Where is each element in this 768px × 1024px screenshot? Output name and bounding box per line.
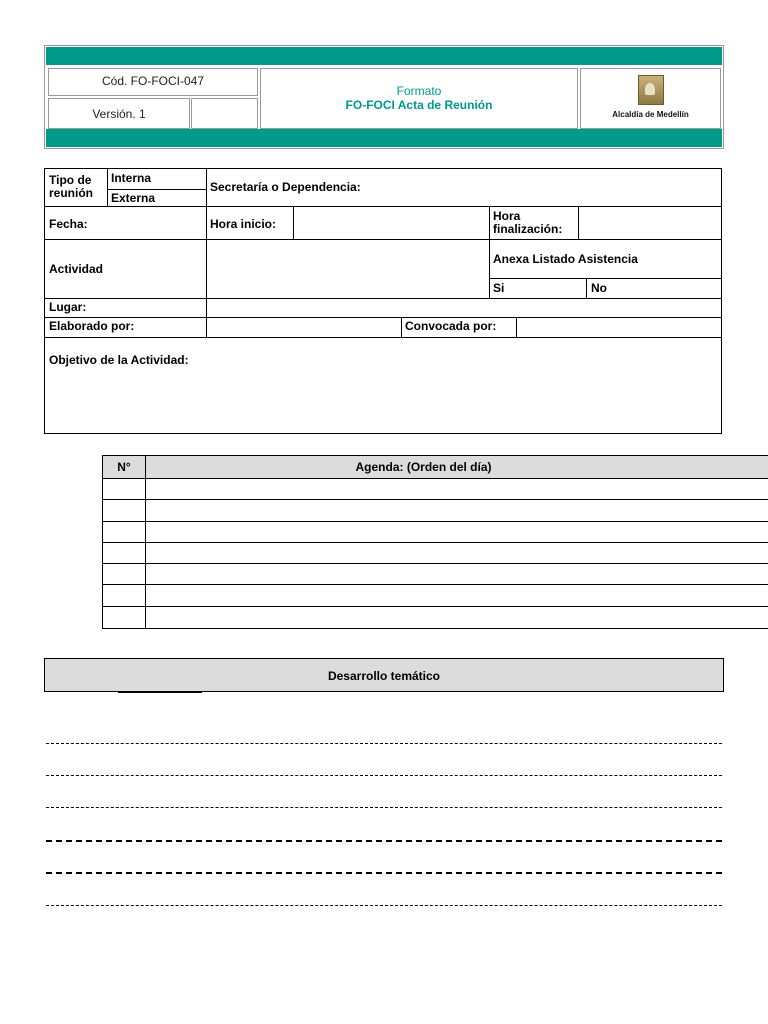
document-code: Cód. FO-FOCI-047 <box>48 68 258 96</box>
agenda-title-header: Agenda: (Orden del día) <box>355 460 492 474</box>
agenda-row[interactable] <box>103 564 768 585</box>
agenda-number-header: N° <box>117 460 131 474</box>
end-time-field[interactable] <box>579 207 721 239</box>
attendance-yes[interactable]: Si <box>493 281 505 295</box>
development-underline <box>118 691 202 693</box>
format-label: Formato <box>396 84 442 98</box>
convened-by-field[interactable] <box>517 318 721 337</box>
activity-field[interactable] <box>207 240 489 298</box>
writing-line[interactable] <box>46 840 722 842</box>
document-version: Versión. 1 <box>48 98 190 129</box>
activity-label: Actividad <box>49 262 104 276</box>
attendance-no[interactable]: No <box>591 281 607 295</box>
logo-cell <box>580 68 721 129</box>
meeting-info-table <box>44 168 722 434</box>
meeting-type-label: Tipo de reunión <box>49 173 93 200</box>
meeting-type-internal[interactable]: Interna <box>111 171 152 185</box>
agenda-header-row <box>103 456 768 479</box>
agenda-row[interactable] <box>103 607 768 628</box>
start-time-field[interactable] <box>294 207 489 239</box>
header-bottom-band <box>46 129 722 147</box>
attendance-list-label: Anexa Listado Asistencia <box>493 252 638 266</box>
department-label: Secretaría o Dependencia: <box>210 180 361 194</box>
end-time-label: Hora finalización: <box>493 209 563 236</box>
meeting-type-external[interactable]: Externa <box>111 191 156 205</box>
place-field[interactable] <box>207 299 721 317</box>
agenda-table <box>102 455 768 629</box>
place-label: Lugar: <box>49 300 87 314</box>
prepared-by-field[interactable] <box>207 318 401 337</box>
objective-label: Objetivo de la Actividad: <box>49 353 189 367</box>
development-header: Desarrollo temático <box>44 658 724 692</box>
writing-line[interactable] <box>46 872 722 874</box>
start-time-label: Hora inicio: <box>210 217 277 231</box>
agenda-row[interactable] <box>103 522 768 543</box>
writing-line[interactable] <box>46 743 722 744</box>
version-blank-cell <box>191 98 258 129</box>
format-title: FO-FOCI Acta de Reunión <box>345 98 493 112</box>
writing-line[interactable] <box>46 807 722 808</box>
prepared-by-label: Elaborado por: <box>49 319 135 333</box>
medellin-seal-icon <box>638 75 664 105</box>
agenda-row[interactable] <box>103 500 768 521</box>
agenda-row[interactable] <box>103 479 768 500</box>
format-title-cell <box>260 68 578 129</box>
document-header <box>44 45 724 149</box>
agenda-row[interactable] <box>103 586 768 607</box>
writing-line[interactable] <box>46 775 722 776</box>
date-label: Fecha: <box>49 217 88 231</box>
writing-line[interactable] <box>46 905 722 906</box>
logo-text: Alcaldía de Medellín <box>612 110 689 119</box>
convened-by-label: Convocada por: <box>405 319 497 333</box>
objective-field[interactable] <box>46 369 720 431</box>
header-top-band <box>46 47 722 65</box>
agenda-row[interactable] <box>103 543 768 564</box>
